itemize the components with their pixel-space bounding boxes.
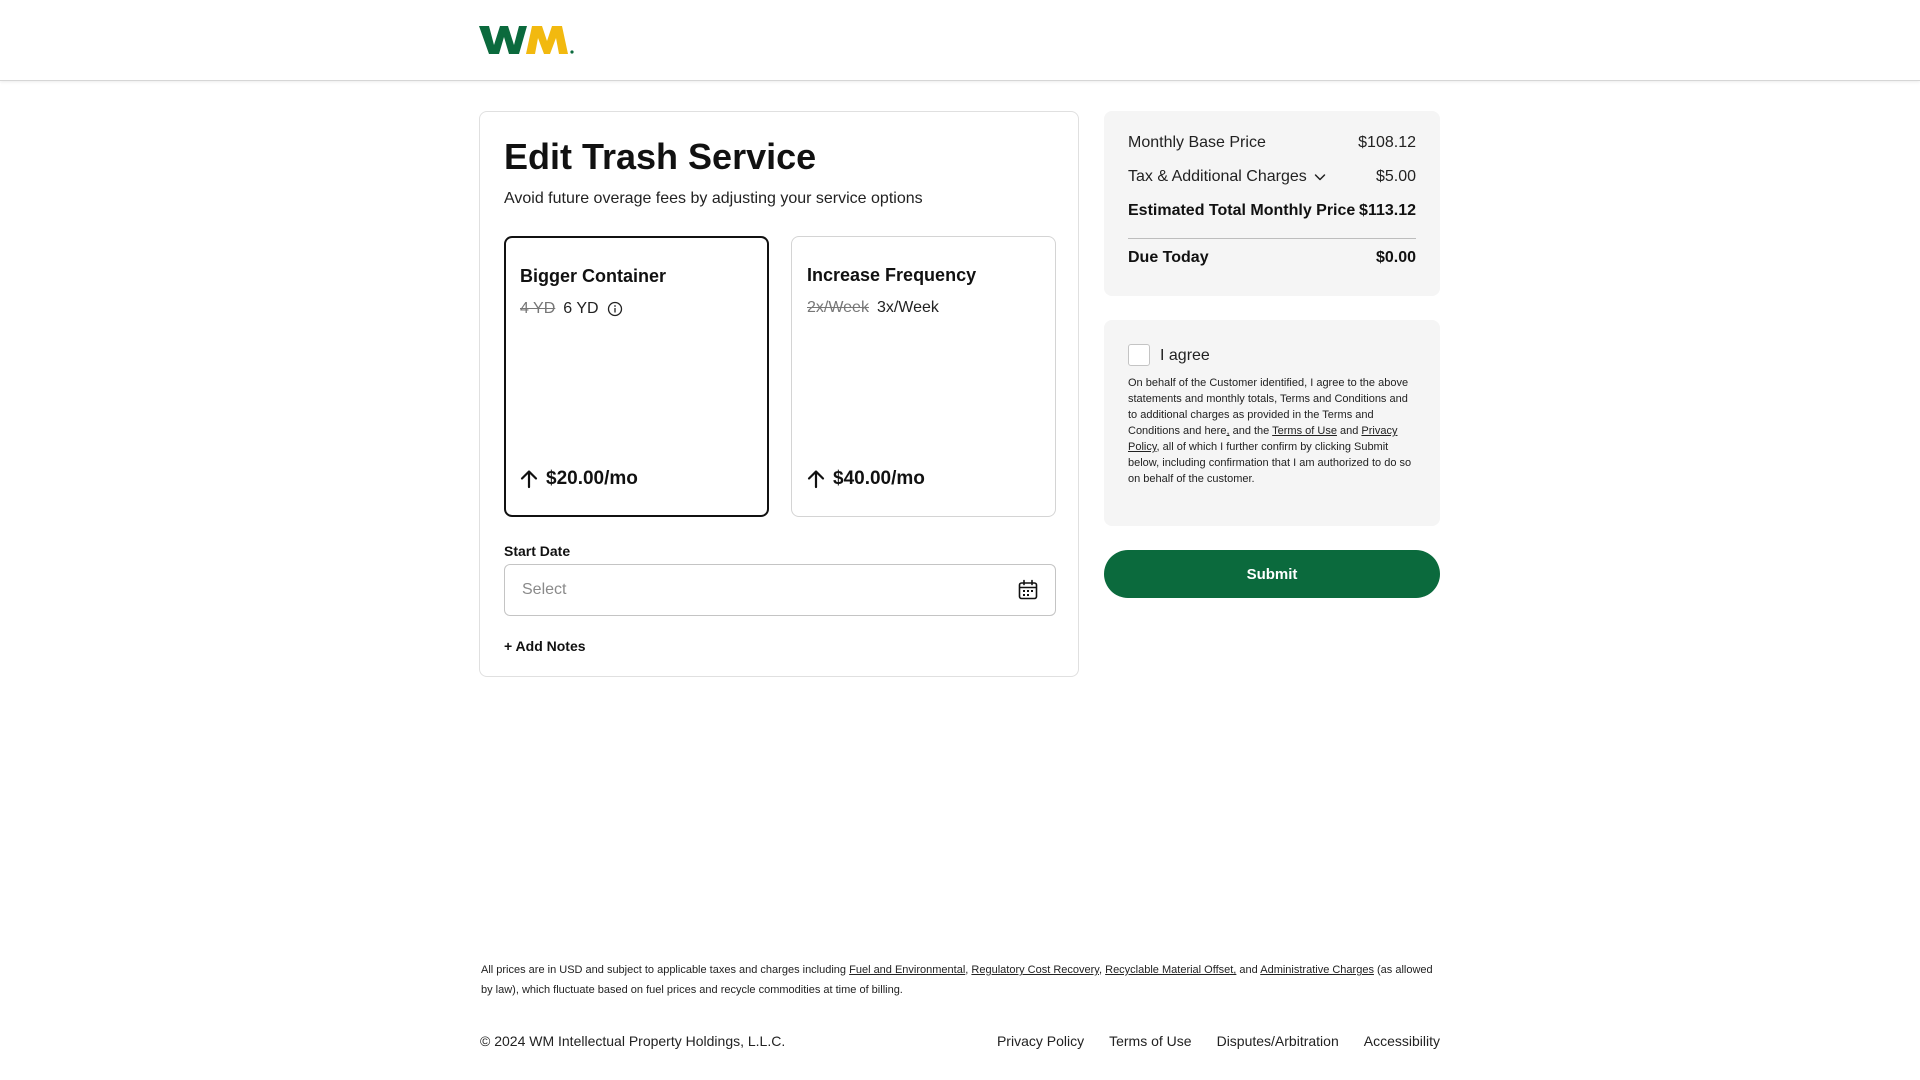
- option-card-increase-frequency[interactable]: [791, 236, 1056, 517]
- footer-disputes-arbitration-link[interactable]: Disputes/Arbitration: [1216, 1033, 1339, 1049]
- footer-accessibility-link[interactable]: Accessibility: [1363, 1033, 1440, 1049]
- administrative-charges-link[interactable]: Administrative Charges: [1260, 964, 1374, 976]
- wm-logo[interactable]: [479, 24, 589, 61]
- edit-service-panel: [479, 111, 1079, 677]
- new-value: 6 YD: [563, 300, 599, 317]
- disclaimer-text: All prices are in USD and subject to applicable taxes and charges including: [481, 964, 850, 976]
- submit-button[interactable]: Submit: [1104, 550, 1440, 598]
- agree-label[interactable]: I agree: [1160, 347, 1210, 364]
- total-row: [1128, 202, 1416, 220]
- terms-of-use-link[interactable]: Terms of Use: [1272, 425, 1337, 437]
- start-date-input[interactable]: [520, 565, 1004, 615]
- price-value: $20.00/mo: [546, 468, 638, 489]
- regulatory-cost-recovery-link[interactable]: Regulatory Cost Recovery: [971, 964, 1099, 976]
- new-value: 3x/Week: [876, 299, 939, 316]
- disclaimer-text: and: [1236, 964, 1261, 976]
- due-today-value: $0.00: [1375, 249, 1416, 266]
- due-today-row: [1128, 249, 1416, 267]
- option-price: [807, 468, 925, 490]
- monthly-base-label: Monthly Base Price: [1128, 134, 1266, 151]
- monthly-base-row: [1128, 134, 1416, 152]
- arrow-up-icon: [520, 469, 538, 489]
- due-today-label: Due Today: [1128, 249, 1209, 266]
- price-summary: [1104, 111, 1440, 296]
- footer-links: [997, 1033, 1440, 1049]
- total-value: $113.12: [1359, 202, 1416, 219]
- total-label: Estimated Total Monthly Price: [1128, 202, 1356, 219]
- tax-value: $5.00: [1375, 168, 1416, 185]
- legal-text-part: On behalf of the Customer identified, I agree to the above statements and monthly totals, Terms and Conditions and to additional charges as provided in the Terms and Conditions and here: [1128, 377, 1409, 437]
- copyright: © 2024 WM Intellectual Property Holdings, L.L.C.: [480, 1033, 786, 1049]
- disclaimer-text: (as allowed by law), which fluctuate based on fuel prices and recycle commodities at time of billing.: [481, 964, 1433, 996]
- legal-text-part: , all of which I further confirm by clicking Submit below, including confirmation that I am authorized to do so on behalf of the customer.: [1128, 441, 1412, 485]
- pricing-disclaimer: [481, 960, 1441, 1000]
- option-change: [807, 299, 939, 317]
- tax-label: Tax & Additional Charges: [1128, 168, 1307, 185]
- option-title: Increase Frequency: [807, 265, 977, 285]
- price-value: $40.00/mo: [833, 468, 925, 489]
- agree-checkbox[interactable]: [1128, 344, 1150, 366]
- info-icon[interactable]: [607, 301, 623, 317]
- option-title: Bigger Container: [520, 266, 667, 286]
- start-date-label: Start Date: [504, 543, 571, 559]
- legal-text: [1128, 375, 1420, 487]
- old-value: 2x/Week: [807, 299, 869, 316]
- summary-divider: [1128, 238, 1416, 239]
- here-link[interactable]: ,: [1226, 425, 1230, 437]
- tax-row: [1128, 168, 1416, 186]
- add-notes-button[interactable]: + Add Notes: [504, 638, 586, 654]
- disclaimer-text: ,: [1099, 964, 1106, 976]
- privacy-policy-link[interactable]: Privacy Policy: [1128, 425, 1398, 453]
- monthly-base-value: $108.12: [1358, 134, 1416, 151]
- page-title: Edit Trash Service: [504, 136, 817, 177]
- legal-text-part: and the: [1229, 425, 1273, 437]
- agreement-panel: [1104, 320, 1440, 526]
- page-subtitle: Avoid future overage fees by adjusting your service options: [504, 190, 923, 207]
- footer-privacy-policy-link[interactable]: Privacy Policy: [996, 1033, 1085, 1049]
- option-card-bigger-container[interactable]: [504, 236, 769, 517]
- recyclable-material-offset-link[interactable]: Recyclable Material Offset,: [1105, 964, 1237, 976]
- tax-toggle[interactable]: [1128, 168, 1327, 186]
- legal-text-part: and: [1336, 425, 1362, 437]
- option-price: [520, 468, 638, 490]
- start-date-field[interactable]: [504, 564, 1056, 616]
- site-header: [0, 0, 1920, 81]
- disclaimer-text: ,: [965, 964, 972, 976]
- arrow-up-icon: [807, 469, 825, 489]
- calendar-icon[interactable]: [1017, 579, 1039, 606]
- footer-terms-of-use-link[interactable]: Terms of Use: [1109, 1033, 1192, 1049]
- old-value: 4 YD: [520, 300, 556, 317]
- chevron-down-icon: [1313, 170, 1327, 184]
- fuel-environmental-link[interactable]: Fuel and Environmental: [849, 964, 966, 976]
- option-change: [520, 300, 623, 318]
